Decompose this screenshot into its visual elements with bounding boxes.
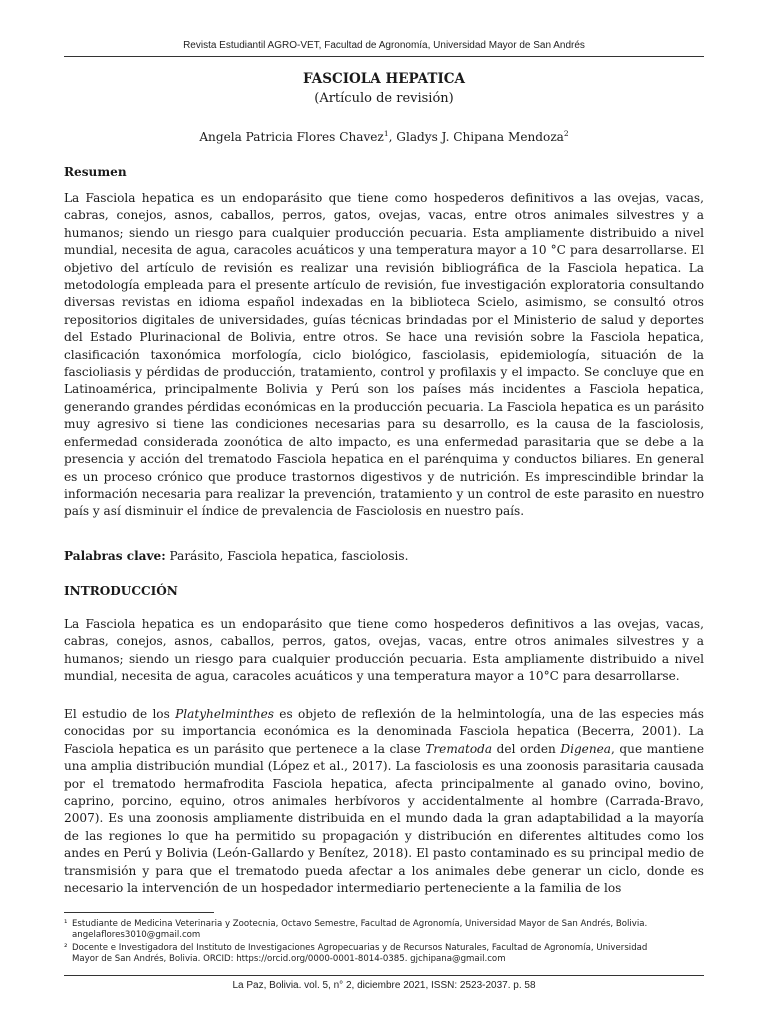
header-rule	[64, 56, 704, 57]
introduction-paragraph-1: La Fasciola hepatica es un endoparásito que tiene como hospederos definitivos a las ovejas, vacas, cabras, conejos, asnos, caballos, perros, gatos, ovejas, vacas, entre otros animales silvestres y a humanos; siendo un riesgo para cualquier producción pecuaria. Esta ampliamente distribuido a nivel mundial, necesita de agua, caracoles acuáticos y una temperatura mayor a 10°C para desarrollarse.	[64, 617, 704, 684]
author-1-affiliation-mark: 1	[383, 128, 389, 138]
p2-segment-d: , que mantiene una amplia distribución mundial (López et al., 2017). La fasciolosis es una zoonosis parasitaria causada por el trematodo hermafrodita Fasciola hepatica, afecta principalmente al ganado ovino, bovino, caprino, porcino, equino, otros animales herbívoros y accidentalmente al hombre (Carrada-Bravo, 2007). Es una zoonosis ampliamente distribuida en el mundo dada la gran adaptabilidad a la mayoría de las regiones lo que ha permitido su propagación y distribución en diferentes altitudes como los andes en Perú y Bolivia (León-Gallardo y Benítez, 2018). El pasto contaminado es su principal medio de transmisión y para que el trematodo pueda afectar a los animales debe generar un ciclo, donde es necesario la intervención de un hospedador intermediario perteneciente a la familia de los	[64, 741, 704, 896]
author-2-affiliation-mark: 2	[563, 128, 569, 138]
p2-italic-digenea: Digenea	[560, 741, 611, 756]
article-title: FASCIOLA HEPATICA	[302, 71, 466, 87]
author-1: Angela Patricia Flores Chavez	[199, 130, 384, 144]
p2-segment-b: es objeto de reflexión de la helmintología, una de las especies más conocidas por su importancia económica es la denominada Fasciola hepatica (Becerra, 2001). La Fasciola hepatica es un parásito que pertenece a la clase	[64, 707, 705, 756]
p2-segment-a: El estudio de los	[64, 707, 176, 721]
introduction-heading: INTRODUCCIÓN	[64, 584, 178, 598]
author-separator: ,	[388, 130, 397, 144]
p2-segment-c: del orden	[492, 741, 561, 756]
article-subtitle: (Artículo de revisión)	[314, 91, 454, 106]
footnote-rule	[64, 912, 214, 913]
footnote-2-affiliation: Docente e Investigadora del Instituto de Investigaciones Agropecuarias y de Recursos Naturales, Facultad de Agronomía, Universidad	[72, 943, 648, 953]
running-head: Revista Estudiantil AGRO-VET, Facultad de Agronomía, Universidad Mayor de San Andrés	[183, 40, 585, 51]
abstract-heading: Resumen	[64, 165, 127, 179]
footnote-2-contact-link[interactable]: Mayor de San Andrés, Bolivia. ORCID: https://orcid.org/0000-0001-8014-0385. gjchipana@gmail.com	[72, 954, 506, 965]
p2-italic-platyhelminthes: Platyhelminthes	[175, 707, 274, 721]
footnote-2-number: ²	[64, 943, 68, 953]
abstract-text: La Fasciola hepatica es un endoparásito que tiene como hospederos definitivos a las ovejas, vacas, cabras, conejos, asnos, caballos, perros, gatos, ovejas, vacas, entre otros animales silvestres y a humanos; siendo un riesgo para cualquier producción pecuaria. Esta ampliamente distribuido a nivel mundial, necesita de agua, caracoles acuáticos y una temperatura mayor a 10 °C para desarrollarse. El objetivo del artículo de revisión es realizar una revisión bibliográfica de la Fasciola hepatica. La metodología empleada para el presente artículo de revisión, fue investigación exploratoria consultando diversas revistas en idioma español indexadas en la biblioteca Scielo, asimismo, se consultó otros repositorios digitales de universidades, guías técnicas brindadas por el Ministerio de salud y deportes del Estado Plurinacional de Bolivia, entre otros. Se hace una revisión sobre la Fasciola hepatica, clasificación taxonómica morfología, ciclo biológico, fasciolasis, epidemiología, situación de la fascioliasis y pérdidas de producción, tratamiento, control y profilaxis y el impacto. Se concluye que en Latinoamérica, principalmente Bolivia y Perú son los países más incidentes a Fasciola hepatica, generando grandes pérdidas económicas en la producción pecuaria. La Fasciola hepatica es un parásito muy agresivo si tiene las condiciones necesarias para su desarrollo, es la causa de la fasciolosis, enfermedad considerada zoonótica de alto impacto, es una enfermedad parasitaria que se debe a la presencia y acción del trematodo Fasciola hepatica en el parénquima y conductos biliares. En general es un proceso crónico que produce trastornos digestivos y de nutrición. Es imprescindible brindar la información necesaria para realizar la prevención, tratamiento y un control de este parasito en nuestro país y así disminuir el índice de prevalencia de Fasciolosis en nuestro país.	[64, 191, 704, 519]
p2-italic-trematoda: Trematoda	[425, 741, 493, 756]
introduction-paragraph-2	[64, 706, 704, 897]
keywords-text: Parásito, Fasciola hepatica, fasciolosis.	[165, 549, 409, 563]
footnote-1-number: ¹	[64, 919, 68, 929]
keywords	[64, 548, 704, 565]
footnote-1-email-link[interactable]: angelaflores3010@gmail.com	[72, 930, 201, 941]
footer-rule	[64, 975, 704, 976]
footnote-2	[64, 943, 704, 966]
author-2: Gladys J. Chipana Mendoza	[396, 130, 564, 144]
running-foot: La Paz, Bolivia. vol. 5, n° 2, diciembre 2021, ISSN: 2523-2037. p. 58	[232, 980, 536, 991]
author-line	[64, 130, 704, 144]
footnote-1	[64, 919, 704, 942]
keywords-label: Palabras clave:	[64, 549, 166, 563]
footnote-1-affiliation: Estudiante de Medicina Veterinaria y Zootecnia, Octavo Semestre, Facultad de Agronomía, Universidad Mayor de San Andrés, Bolivia.	[72, 919, 648, 929]
